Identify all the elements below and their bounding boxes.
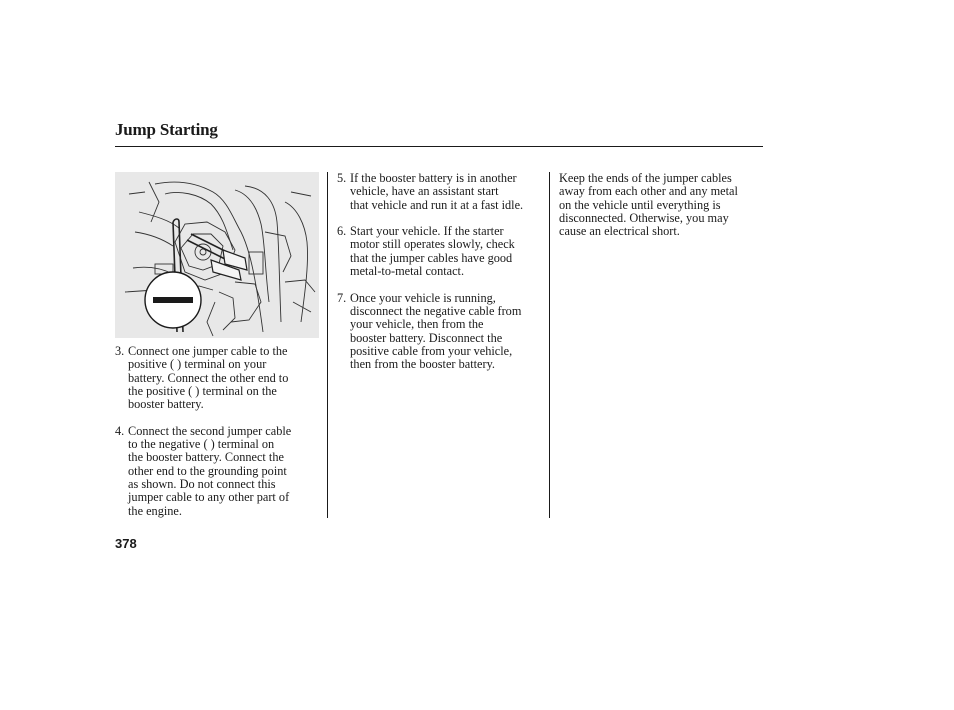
text-line: other end to the grounding point xyxy=(128,463,287,478)
text-line: Start your vehicle. If the starter xyxy=(350,224,504,239)
middle-column-text xyxy=(337,172,545,371)
step-3 xyxy=(115,345,320,411)
header-rule xyxy=(115,146,763,147)
text-line: then from the booster battery. xyxy=(350,357,496,372)
step-number: 3. xyxy=(115,344,125,358)
page-number: 378 xyxy=(115,536,137,551)
section-title: Jump Starting xyxy=(115,120,218,139)
text-line: battery. Connect the other end to xyxy=(128,370,289,385)
column-divider-1 xyxy=(327,172,328,518)
text-line: the positive ( ) terminal on the xyxy=(128,383,277,398)
column-divider-2 xyxy=(549,172,550,518)
text-line: that the jumper cables have good xyxy=(350,250,513,265)
text-line: vehicle, have an assistant start xyxy=(350,184,499,199)
left-column-text xyxy=(115,345,320,518)
text-line: motor still operates slowly, check xyxy=(350,237,515,252)
text-line: booster battery. Disconnect the xyxy=(350,330,503,345)
step-4 xyxy=(115,425,320,518)
text-line: Once your vehicle is running, xyxy=(350,290,496,305)
text-line: as shown. Do not connect this xyxy=(128,476,276,491)
text-line: positive cable from your vehicle, xyxy=(350,343,513,358)
text-line: on the vehicle until everything is xyxy=(559,197,721,212)
text-line: Connect the second jumper cable xyxy=(128,423,292,438)
text-line: to the negative ( ) terminal on xyxy=(128,437,275,452)
engine-ground-point-drawing xyxy=(115,172,319,338)
step-5 xyxy=(337,172,545,212)
text-line: the booster battery. Connect the xyxy=(128,450,284,465)
text-line: If the booster battery is in another xyxy=(350,171,517,185)
text-line: disconnected. Otherwise, you may xyxy=(559,210,729,225)
text-line: metal-to-metal contact. xyxy=(350,264,465,279)
text-line: Connect one jumper cable to the xyxy=(128,344,288,358)
minus-icon xyxy=(153,297,193,303)
step-number: 4. xyxy=(115,423,125,438)
step-number: 7. xyxy=(337,290,347,305)
step-number: 6. xyxy=(337,224,347,239)
text-line: that vehicle and run it at a fast idle. xyxy=(350,197,524,212)
engine-illustration xyxy=(115,172,319,338)
text-line: positive ( ) terminal on your xyxy=(128,357,267,372)
text-line: disconnect the negative cable from xyxy=(350,303,522,318)
text-line: booster battery. xyxy=(128,397,204,412)
step-7 xyxy=(337,292,545,372)
right-column-text xyxy=(559,172,763,238)
text-line: cause an electrical short. xyxy=(559,224,680,239)
step-number: 5. xyxy=(337,171,347,185)
text-line: jumper cable to any other part of xyxy=(128,490,290,505)
text-line: away from each other and any metal xyxy=(559,184,738,199)
text-line: the engine. xyxy=(128,503,182,518)
step-6 xyxy=(337,225,545,278)
text-line: your vehicle, then from the xyxy=(350,317,484,332)
text-line: Keep the ends of the jumper cables xyxy=(559,171,732,185)
